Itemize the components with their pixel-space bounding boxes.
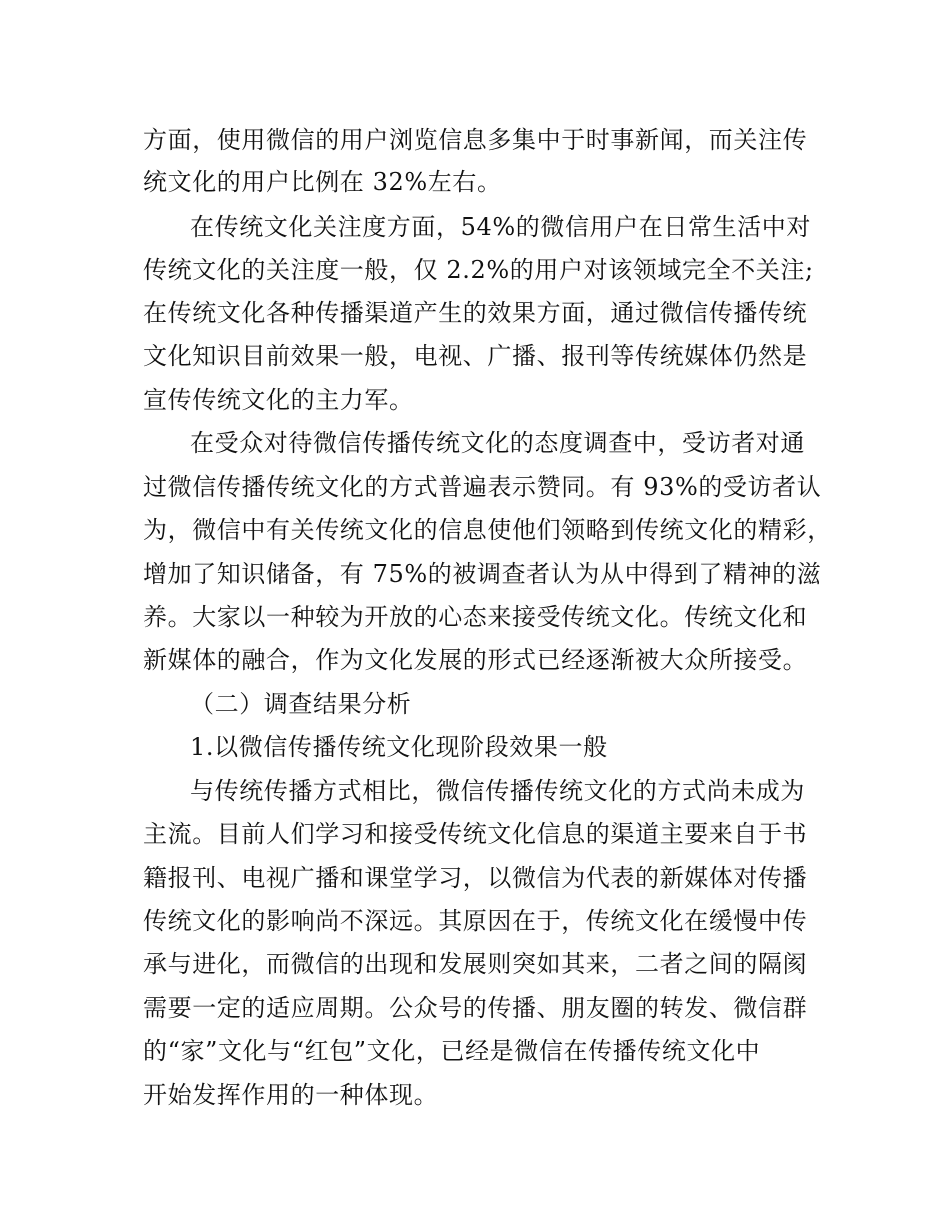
paragraph-line: 养。大家以一种较为开放的心态来接受传统文化。传统文化和 [143,603,808,631]
paragraph-line: 宣传传统文化的主力军。 [143,386,414,414]
paragraph-line: 过微信传播传统文化的方式普遍表示赞同。有 93%的受访者认 [143,473,822,501]
paragraph-line: 的“家”文化与“红包”文化，已经是微信在传播传统文化中 [143,1037,761,1065]
paragraph-line: 统文化的用户比例在 32%左右。 [143,168,502,196]
paragraph-line: 新媒体的融合，作为文化发展的形式已经逐渐被大众所接受。 [143,646,808,674]
paragraph-line: 文化知识目前效果一般，电视、广播、报刊等传统媒体仍然是 [143,342,808,370]
paragraph-line: 为，微信中有关传统文化的信息使他们领略到传统文化的精彩， [143,516,832,544]
paragraph-line: 主流。目前人们学习和接受传统文化信息的渠道主要来自于书 [143,820,808,848]
paragraph-line: 在传统文化关注度方面，54%的微信用户在日常生活中对 [190,213,811,241]
paragraph-line: 传统文化的影响尚不深远。其原因在于，传统文化在缓慢中传 [143,907,808,935]
paragraph-line: 在传统文化各种传播渠道产生的效果方面，通过微信传播传统 [143,299,808,327]
paragraph-line: 开始发挥作用的一种体现。 [143,1081,439,1109]
paragraph-line: 籍报刊、电视广播和课堂学习，以微信为代表的新媒体对传播 [143,864,808,892]
paragraph-line: 在受众对待微信传播传统文化的态度调查中，受访者对通 [190,429,805,457]
subsection-heading: 1.以微信传播传统文化现阶段效果一般 [190,733,608,761]
paragraph-line: 需要一定的适应周期。公众号的传播、朋友圈的转发、微信群 [143,994,808,1022]
paragraph-line: 与传统传播方式相比，微信传播传统文化的方式尚未成为 [190,777,805,805]
section-heading: （二）调查结果分析 [190,690,412,718]
paragraph-line: 承与进化，而微信的出现和发展则突如其来，二者之间的隔阂 [143,950,808,978]
paragraph-line: 方面，使用微信的用户浏览信息多集中于时事新闻，而关注传 [143,126,808,154]
paragraph-line: 增加了知识储备，有 75%的被调查者认为从中得到了精神的滋 [143,560,822,588]
paragraph-line: 传统文化的关注度一般，仅 2.2%的用户对该领域完全不关注; [143,256,814,284]
